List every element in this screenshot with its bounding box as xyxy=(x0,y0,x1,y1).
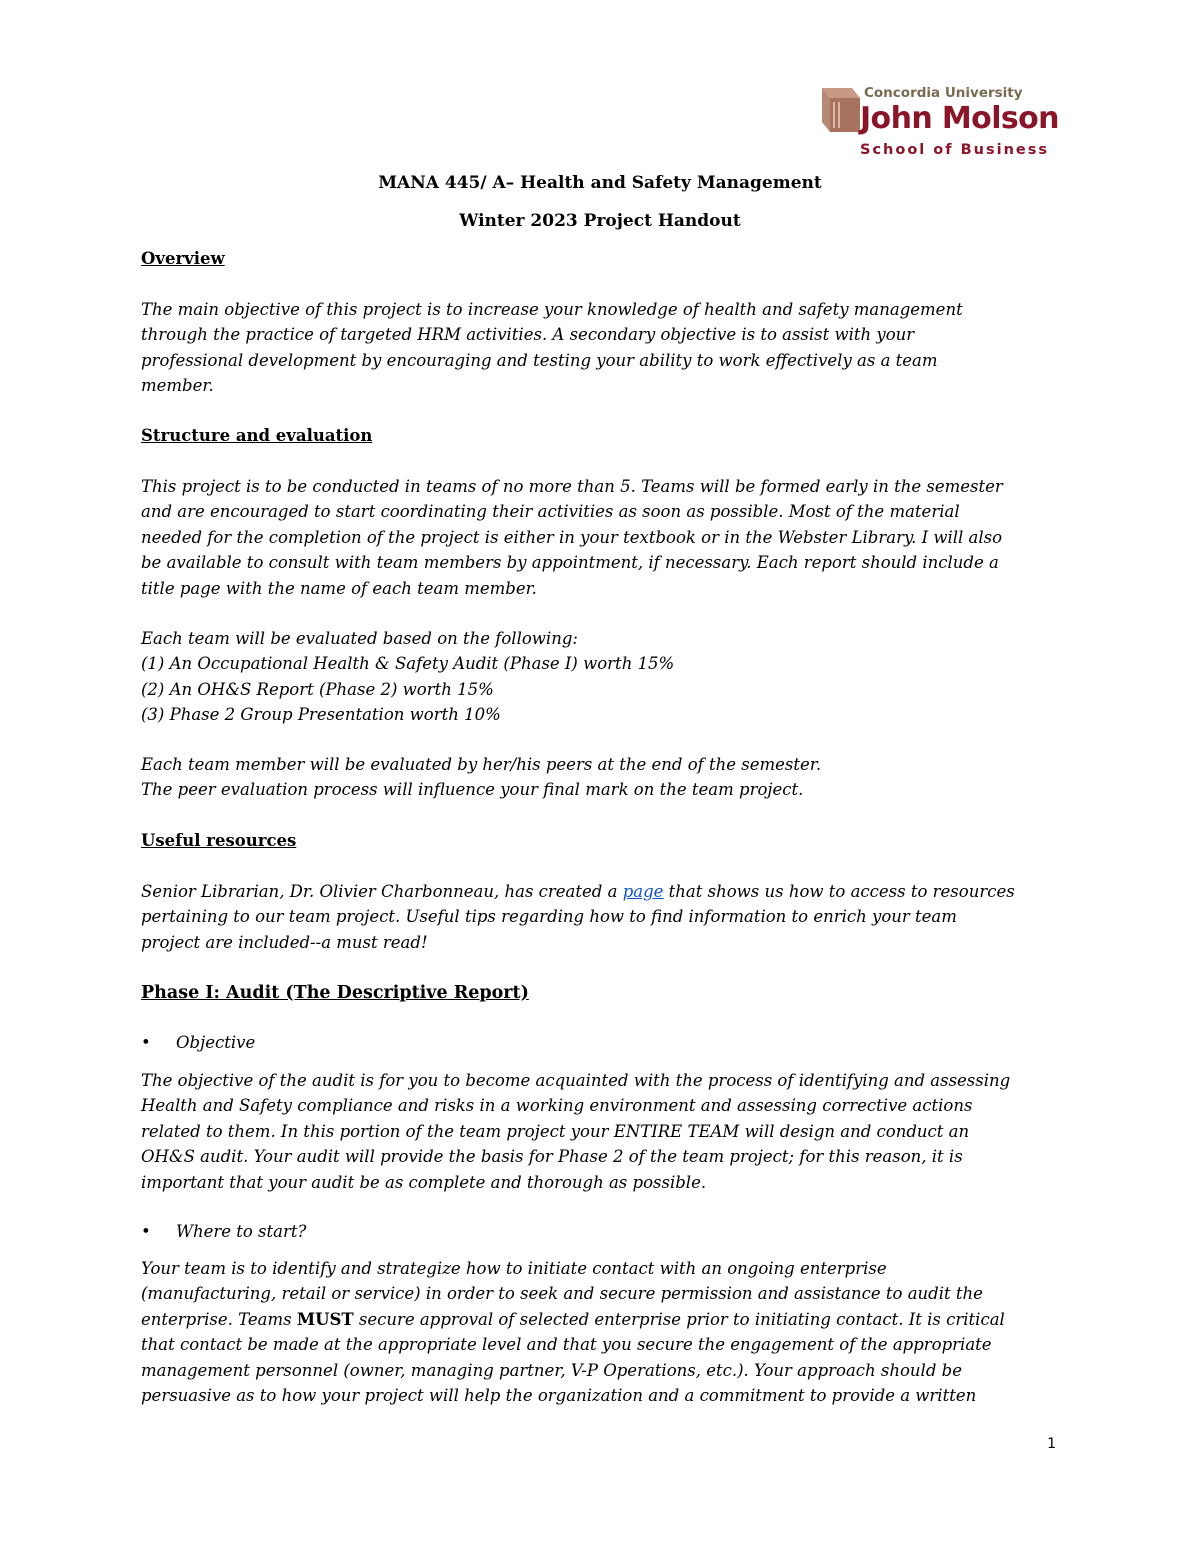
overview-heading: Overview xyxy=(141,249,225,268)
paragraph-line: OH&S audit. Your audit will provide the basis for Phase 2 of the team project; for this reason, it is xyxy=(141,1147,963,1167)
resources-text: Senior Librarian, Dr. Olivier Charbonneau, has created a xyxy=(141,882,623,901)
objective-paragraph xyxy=(141,1068,1061,1195)
paragraph-line: pertaining to our team project. Useful tips regarding how to find information to enrich your team xyxy=(141,907,957,927)
university-name: Concordia University xyxy=(864,85,1023,101)
paragraph-line: through the practice of targeted HRM activities. A secondary objective is to assist with your xyxy=(141,325,915,345)
paragraph-line: related to them. In this portion of the team project your ENTIRE TEAM will design and conduct an xyxy=(141,1121,970,1141)
where-to-start-paragraph xyxy=(141,1256,1061,1408)
paragraph-line: Health and Safety compliance and risks in a working environment and assessing corrective actions xyxy=(141,1096,973,1116)
paragraph-text: enterprise. Teams xyxy=(141,1309,297,1329)
paragraph-line: management personnel (owner, managing partner, V-P Operations, etc.). Your approach should be xyxy=(141,1360,962,1380)
overview-section xyxy=(141,246,1061,271)
paragraph-line: Each team member will be evaluated by her/his peers at the end of the semester. xyxy=(141,755,822,774)
resources-text: that shows us how to access to resources xyxy=(663,882,1015,901)
paragraph-line: and are encouraged to start coordinating their activities as soon as possible. Most of the material xyxy=(141,502,960,522)
paragraph-line: The main objective of this project is to increase your knowledge of health and safety management xyxy=(141,300,963,319)
overview-paragraph xyxy=(141,297,1061,399)
peer-evaluation-paragraph xyxy=(141,752,1061,803)
bullet-icon: • xyxy=(141,1033,151,1052)
bullet-label: Where to start? xyxy=(176,1222,307,1241)
emphasis-must: MUST xyxy=(296,1309,354,1329)
school-subtitle: School of Business xyxy=(860,142,1050,158)
bullet-label: Objective xyxy=(176,1033,256,1052)
bullet-objective xyxy=(141,1030,255,1055)
school-name: John Molson xyxy=(860,101,1059,136)
structure-section xyxy=(141,423,1061,448)
paragraph-line: be available to consult with team members by appointment, if necessary. Each report should include a xyxy=(141,553,999,573)
paragraph-line: This project is to be conducted in teams of no more than 5. Teams will be formed early in the semester xyxy=(141,477,1003,496)
bullet-icon: • xyxy=(141,1222,151,1241)
resources-heading: Useful resources xyxy=(141,831,297,850)
paragraph-line: persuasive as to how your project will help the organization and a commitment to provide a written xyxy=(141,1385,977,1405)
paragraph-line: (manufacturing, retail or service) in order to seek and secure permission and assistance to audit the xyxy=(141,1284,983,1304)
phase1-section xyxy=(141,981,1061,1006)
paragraph-line: The objective of the audit is for you to become acquainted with the process of identifying and assessing xyxy=(141,1071,1011,1090)
paragraph-line: professional development by encouraging and testing your ability to work effectively as a team xyxy=(141,350,938,370)
evaluation-item: (3) Phase 2 Group Presentation worth 10% xyxy=(141,705,501,725)
paragraph-line xyxy=(141,1307,1061,1332)
page-number: 1 xyxy=(1047,1436,1056,1452)
course-title: MANA 445/ A– Health and Safety Management xyxy=(378,173,822,193)
evaluation-intro: Each team will be evaluated based on the following: xyxy=(141,629,578,648)
paragraph-line: The peer evaluation process will influence your final mark on the team project. xyxy=(141,780,804,800)
handout-title: Winter 2023 Project Handout xyxy=(459,211,741,231)
evaluation-list xyxy=(141,626,1061,728)
structure-paragraph-1 xyxy=(141,474,1061,601)
school-logo xyxy=(820,84,1059,162)
bullet-where-to-start xyxy=(141,1219,306,1244)
paragraph-text: secure approval of selected enterprise prior to initiating contact. It is critical xyxy=(353,1309,1005,1329)
paragraph-line: that contact be made at the appropriate level and that you secure the engagement of the appropriate xyxy=(141,1335,992,1355)
evaluation-item: (1) An Occupational Health & Safety Audit (Phase I) worth 15% xyxy=(141,654,675,674)
paragraph-line: important that your audit be as complete and thorough as possible. xyxy=(141,1172,707,1192)
paragraph-line: title page with the name of each team member. xyxy=(141,578,537,598)
resources-paragraph xyxy=(141,879,1061,955)
structure-heading: Structure and evaluation xyxy=(141,426,373,445)
paragraph-line: Your team is to identify and strategize how to initiate contact with an ongoing enterprise xyxy=(141,1259,887,1278)
resources-section xyxy=(141,828,1061,853)
paragraph-line: member. xyxy=(141,376,214,396)
paragraph-line: project are included--a must read! xyxy=(141,932,428,952)
paragraph-line xyxy=(141,879,1061,904)
book-icon xyxy=(820,84,864,134)
phase1-heading: Phase I: Audit (The Descriptive Report) xyxy=(141,983,529,1003)
library-page-link[interactable]: page xyxy=(622,882,664,901)
paragraph-line: needed for the completion of the project is either in your textbook or in the Webster Library. I will also xyxy=(141,527,1003,547)
evaluation-item: (2) An OH&S Report (Phase 2) worth 15% xyxy=(141,679,494,699)
